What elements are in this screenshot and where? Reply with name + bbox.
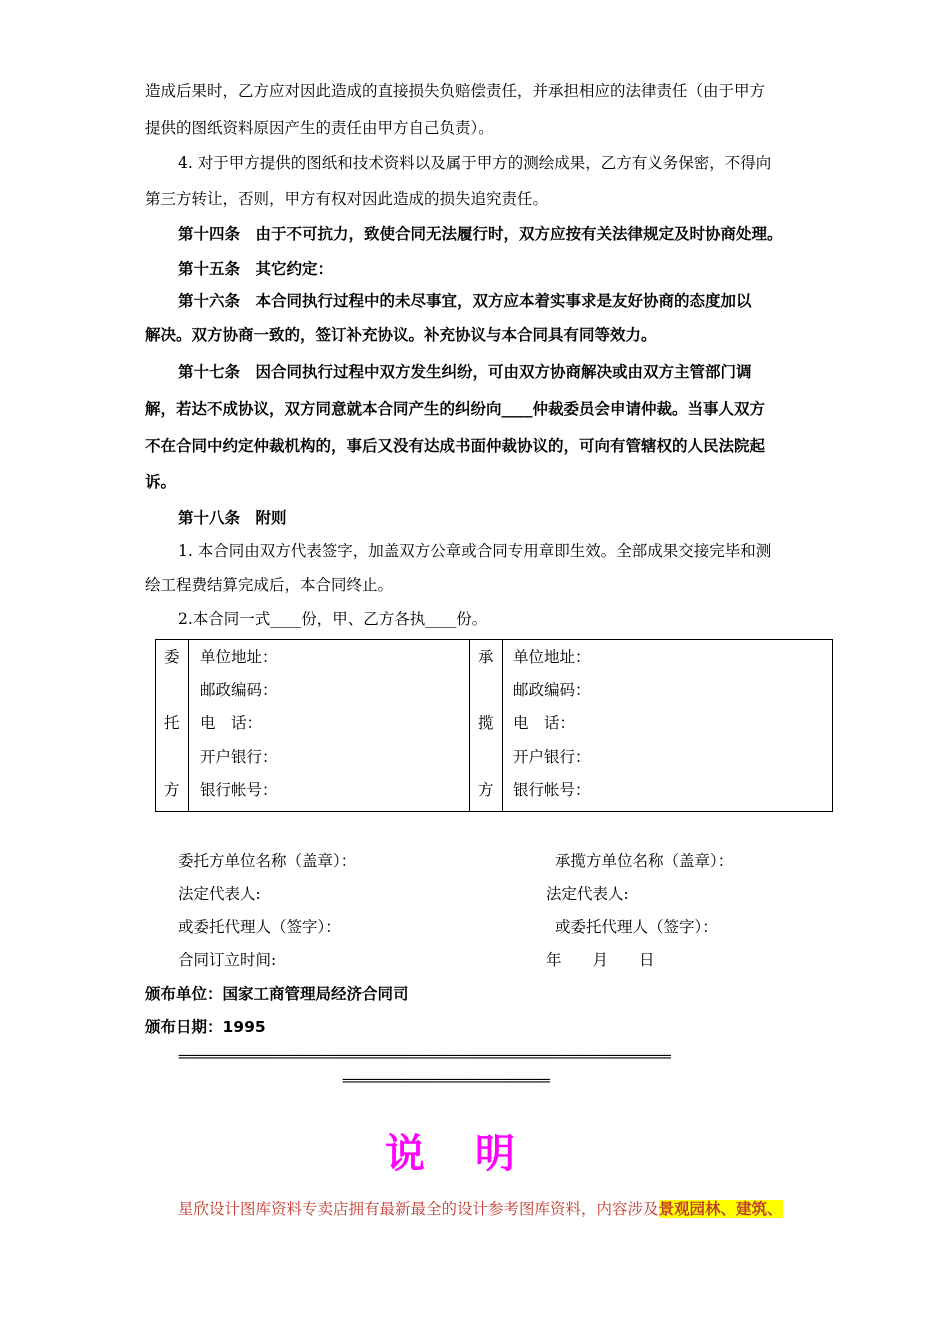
contractor-legal-rep: 法定代表人: (546, 885, 629, 903)
right-account-label: 银行帐号： (513, 781, 591, 799)
right-party-char-2: 揽 (478, 714, 494, 732)
left-account-label: 银行帐号： (200, 781, 278, 799)
article-16-cont: 解决。双方协商一致的，签订补充协议。补充协议与本合同具有同等效力。 (145, 326, 657, 344)
left-postcode-label: 邮政编码： (200, 681, 278, 699)
separator-line-1: ============================================================================ (178, 1050, 671, 1065)
article-18: 第十八条 附则 (178, 509, 287, 527)
store-note-text: 星欣设计图库资料专卖店拥有最新最全的设计参考图库资料，内容涉及 (178, 1200, 659, 1218)
right-bank-label: 开户银行： (513, 748, 591, 766)
left-bank-label: 开户银行： (200, 748, 278, 766)
left-party-char-3: 方 (164, 781, 180, 799)
client-name-seal: 委托方单位名称（盖章）： (178, 852, 357, 870)
article-14: 第十四条 由于不可抗力，致使合同无法履行时，双方应按有关法律规定及时协商处理。 (178, 225, 783, 243)
right-party-char-1: 承 (478, 648, 494, 666)
client-agent: 或委托代理人（签字）： (178, 918, 341, 936)
article-17-cont-2: 不在合同中约定仲裁机构的，事后又没有达成书面仲裁协议的，可向有管辖权的人民法院起 (145, 437, 766, 455)
article-15: 第十五条 其它约定： (178, 260, 334, 278)
article-18-item-1: 1. 本合同由双方代表签字，加盖双方公章或合同专用章即生效。全部成果交接完毕和测 (178, 542, 772, 560)
left-phone-label: 电 话： (200, 714, 263, 732)
right-party-char-3: 方 (478, 781, 494, 799)
store-note-highlight: 景观园林、建筑、 (658, 1200, 783, 1218)
article-17-cont-3: 诉。 (145, 473, 177, 491)
party-info-table (155, 639, 833, 812)
article-17-cont-1: 解，若达不成协议，双方同意就本合同产生的纠纷向____仲裁委员会申请仲裁。当事人双方 (145, 400, 766, 418)
right-address-label: 单位地址： (513, 648, 591, 666)
left-party-char-2: 托 (164, 714, 180, 732)
right-postcode-label: 邮政编码： (513, 681, 591, 699)
article-18-item-2: 2.本合同一式____份，甲、乙方各执____份。 (178, 610, 488, 628)
store-note (178, 1198, 783, 1220)
separator-line-2: ================================ (342, 1074, 550, 1089)
clause-4: 4. 对于甲方提供的图纸和技术资料以及属于甲方的测绘成果，乙方有义务保密，不得向 (178, 154, 772, 172)
issuer: 颁布单位：国家工商管理局经济合同司 (145, 985, 409, 1003)
issue-date: 颁布日期：1995 (145, 1018, 266, 1036)
contract-date-label: 合同订立时间: (178, 951, 277, 969)
article-16: 第十六条 本合同执行过程中的未尽事宜，双方应本着实事求是友好协商的态度加以 (178, 292, 752, 310)
client-legal-rep: 法定代表人: (178, 885, 261, 903)
section-title: 说明 (385, 1131, 565, 1177)
contract-date-value: 年 月 日 (546, 951, 655, 969)
contractor-name-seal: 承揽方单位名称（盖章）： (555, 852, 734, 870)
body-line-2: 提供的图纸资料原因产生的责任由甲方自己负责）。 (145, 119, 494, 137)
contractor-agent: 或委托代理人（签字）： (555, 918, 718, 936)
article-17: 第十七条 因合同执行过程中双方发生纠纷，可由双方协商解决或由双方主管部门调 (178, 363, 752, 381)
left-party-char-1: 委 (164, 648, 180, 666)
right-phone-label: 电 话： (513, 714, 576, 732)
article-18-item-1-cont: 绘工程费结算完成后，本合同终止。 (145, 576, 394, 594)
body-line-1: 造成后果时，乙方应对因此造成的直接损失负赔偿责任，并承担相应的法律责任（由于甲方 (145, 82, 766, 100)
left-address-label: 单位地址： (200, 648, 278, 666)
clause-4-cont: 第三方转让，否则，甲方有权对因此造成的损失追究责任。 (145, 190, 549, 208)
